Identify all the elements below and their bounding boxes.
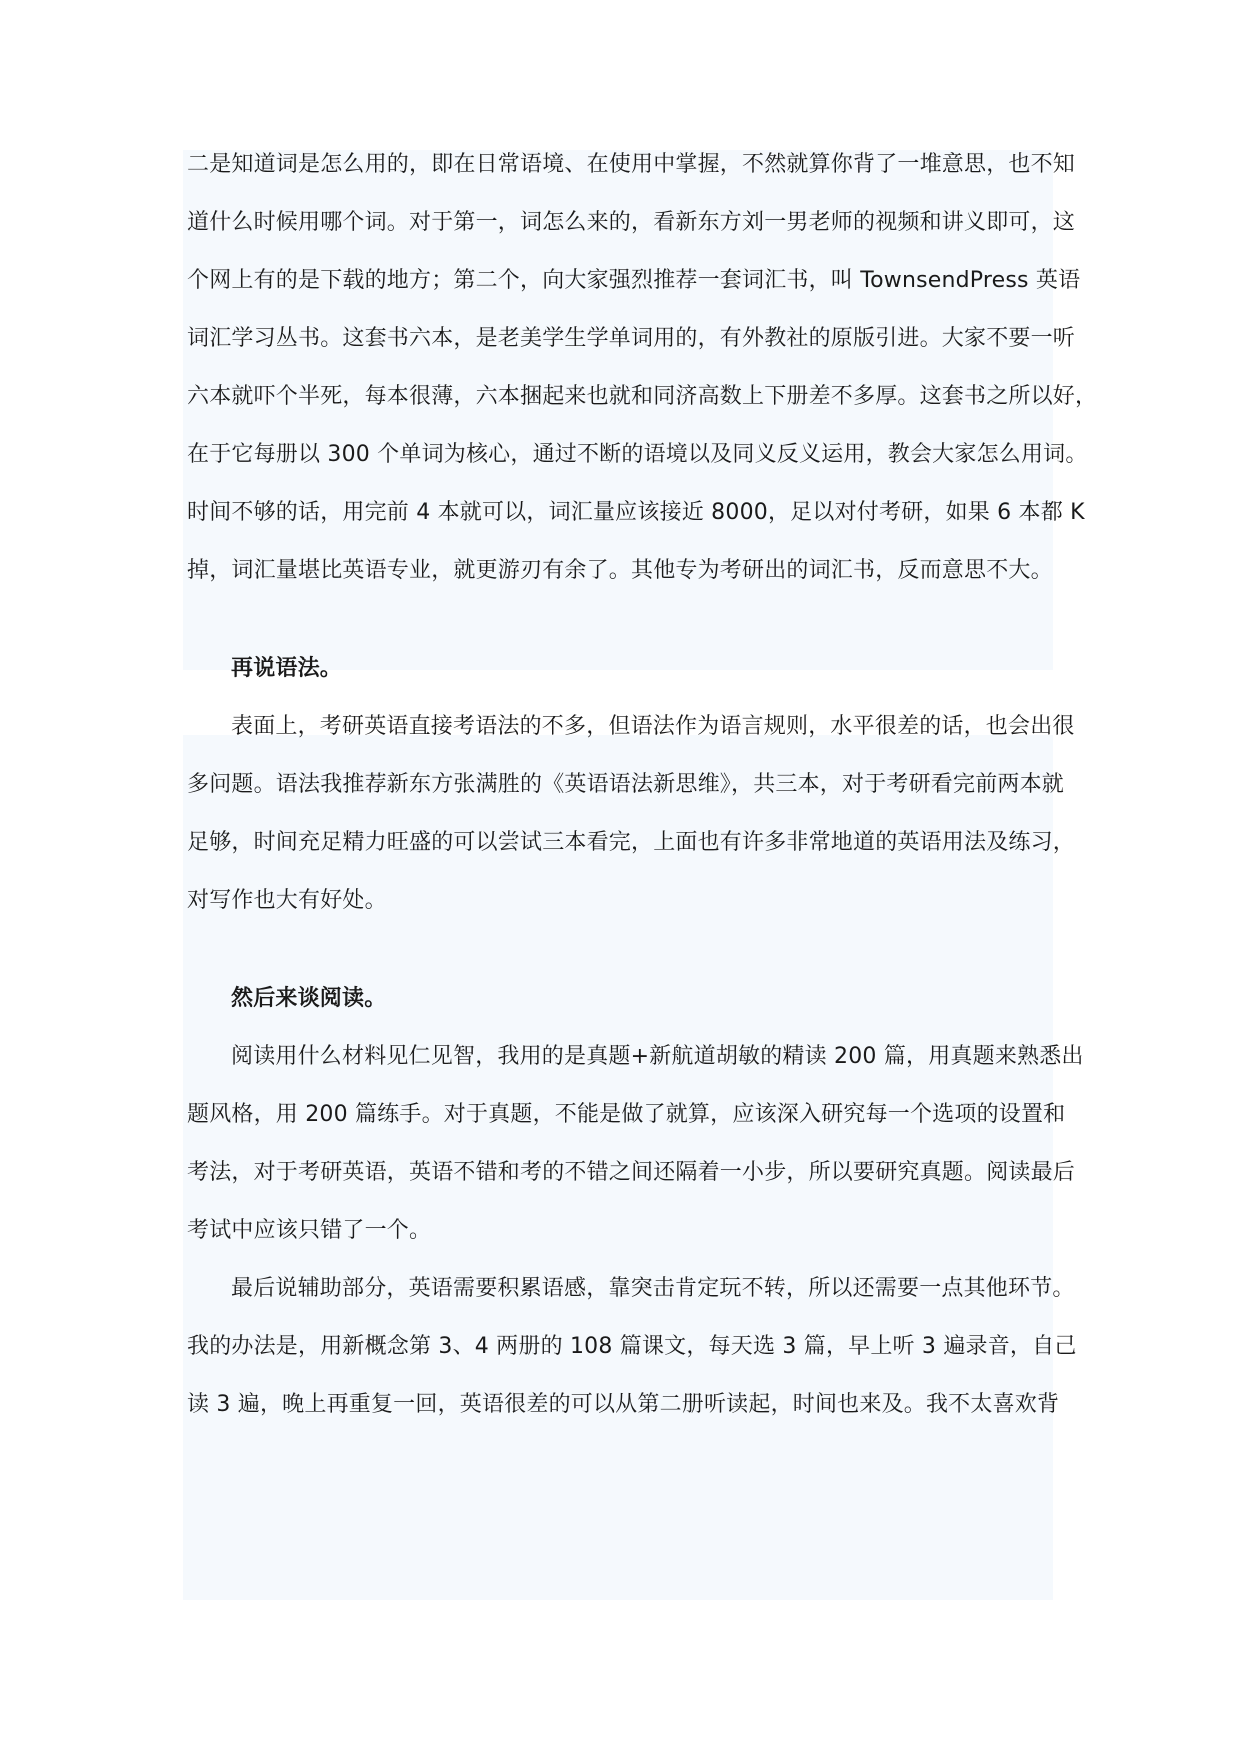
paragraph-line: 个网上有的是下载的地方；第二个，向大家强烈推荐一套词汇书，叫 TownsendPress 英语 [187, 268, 1081, 293]
paragraph-line: 多问题。语法我推荐新东方张满胜的《英语语法新思维》，共三本，对于考研看完前两本就 [187, 772, 1065, 797]
section-heading-grammar: 再说语法。 [231, 656, 343, 681]
paragraph-line: 表面上，考研英语直接考语法的不多，但语法作为语言规则，水平很差的话，也会出很 [231, 714, 1075, 739]
paragraph-line: 时间不够的话，用完前 4 本就可以，词汇量应该接近 8000，足以对付考研，如果 6 本都 K [187, 500, 1085, 525]
paragraph-line: 六本就吓个半死，每本很薄，六本捆起来也就和同济高数上下册差不多厚。这套书之所以好， [187, 384, 1098, 409]
paragraph-line: 足够，时间充足精力旺盛的可以尝试三本看完，上面也有许多非常地道的英语用法及练习， [187, 830, 1076, 855]
paragraph-line: 考法，对于考研英语，英语不错和考的不错之间还隔着一小步，所以要研究真题。阅读最后 [187, 1160, 1076, 1185]
paragraph-line: 最后说辅助部分，英语需要积累语感，靠突击肯定玩不转，所以还需要一点其他环节。 [231, 1276, 1075, 1301]
paragraph-line: 题风格，用 200 篇练手。对于真题，不能是做了就算，应该深入研究每一个选项的设置和 [187, 1102, 1066, 1127]
paragraph-line: 考试中应该只错了一个。 [187, 1218, 432, 1243]
paragraph-line: 在于它每册以 300 个单词为核心，通过不断的语境以及同义反义运用，教会大家怎么用词。 [187, 442, 1088, 467]
paragraph-line: 掉，词汇量堪比英语专业，就更游刃有余了。其他专为考研出的词汇书，反而意思不大。 [187, 558, 1053, 583]
paragraph-line: 对写作也大有好处。 [187, 888, 387, 913]
section-heading-reading: 然后来谈阅读。 [231, 986, 387, 1011]
paragraph-line: 读 3 遍，晚上再重复一回，英语很差的可以从第二册听读起，时间也来及。我不太喜欢背 [187, 1392, 1060, 1417]
paragraph-line: 道什么时候用哪个词。对于第一，词怎么来的，看新东方刘一男老师的视频和讲义即可，这 [187, 210, 1076, 235]
paragraph-line: 词汇学习丛书。这套书六本，是老美学生学单词用的，有外教社的原版引进。大家不要一听 [187, 326, 1076, 351]
paragraph-line: 二是知道词是怎么用的，即在日常语境、在使用中掌握，不然就算你背了一堆意思，也不知 [187, 152, 1076, 177]
paragraph-line: 阅读用什么材料见仁见智，我用的是真题+新航道胡敏的精读 200 篇，用真题来熟悉出 [231, 1044, 1084, 1069]
paragraph-line: 我的办法是，用新概念第 3、4 两册的 108 篇课文，每天选 3 篇，早上听 3 遍录音，自己 [187, 1334, 1077, 1359]
